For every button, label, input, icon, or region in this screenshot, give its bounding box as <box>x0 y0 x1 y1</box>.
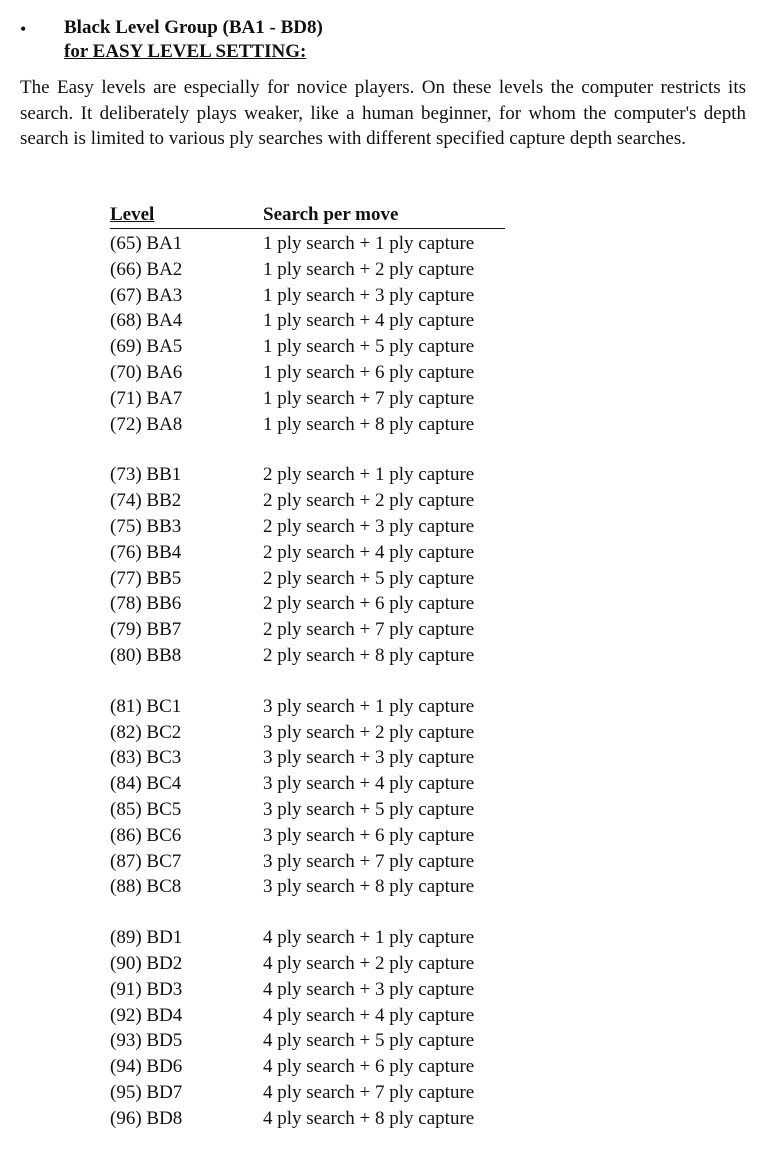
bullet-icon: • <box>20 19 27 39</box>
search-cell: 2 ply search + 7 ply capture <box>263 619 475 641</box>
table-row <box>110 591 505 617</box>
search-cell: 2 ply search + 6 ply capture <box>263 593 475 615</box>
search-cell: 2 ply search + 8 ply capture <box>263 644 475 666</box>
level-cell: (72) BA8 <box>110 413 183 435</box>
level-cell: (79) BB7 <box>110 619 182 641</box>
level-group <box>110 925 505 1131</box>
level-table <box>110 204 505 1132</box>
search-cell: 4 ply search + 7 ply capture <box>263 1081 475 1103</box>
level-cell: (94) BD6 <box>110 1056 183 1078</box>
level-cell: (90) BD2 <box>110 952 183 974</box>
level-cell: (85) BC5 <box>110 798 182 820</box>
level-cell: (83) BC3 <box>110 747 182 769</box>
table-row <box>110 925 505 951</box>
table-row <box>110 231 505 257</box>
level-group <box>110 694 505 900</box>
level-group <box>110 231 505 437</box>
level-cell: (71) BA7 <box>110 387 183 409</box>
level-cell: (86) BC6 <box>110 824 182 846</box>
search-cell: 1 ply search + 6 ply capture <box>263 361 475 383</box>
table-row <box>110 745 505 771</box>
search-cell: 1 ply search + 8 ply capture <box>263 413 475 435</box>
level-cell: (67) BA3 <box>110 284 183 306</box>
search-cell: 3 ply search + 2 ply capture <box>263 721 475 743</box>
table-row <box>110 720 505 746</box>
table-row <box>110 1080 505 1106</box>
search-cell: 1 ply search + 5 ply capture <box>263 336 475 358</box>
level-cell: (78) BB6 <box>110 593 182 615</box>
search-cell: 4 ply search + 5 ply capture <box>263 1030 475 1052</box>
table-row <box>110 1054 505 1080</box>
table-row <box>110 617 505 643</box>
search-cell: 2 ply search + 2 ply capture <box>263 490 475 512</box>
table-row <box>110 643 505 669</box>
level-cell: (74) BB2 <box>110 490 182 512</box>
table-row <box>110 308 505 334</box>
table-row <box>110 514 505 540</box>
level-group <box>110 462 505 668</box>
level-cell: (95) BD7 <box>110 1081 183 1103</box>
table-row <box>110 951 505 977</box>
search-cell: 3 ply search + 1 ply capture <box>263 695 475 717</box>
level-cell: (92) BD4 <box>110 1004 183 1026</box>
search-cell: 1 ply search + 2 ply capture <box>263 258 475 280</box>
table-row <box>110 694 505 720</box>
level-cell: (75) BB3 <box>110 515 182 537</box>
search-cell: 3 ply search + 5 ply capture <box>263 798 475 820</box>
table-row <box>110 334 505 360</box>
table-row <box>110 849 505 875</box>
table-row <box>110 1028 505 1054</box>
search-cell: 4 ply search + 3 ply capture <box>263 978 475 1000</box>
level-cell: (82) BC2 <box>110 721 182 743</box>
table-row <box>110 977 505 1003</box>
table-row <box>110 540 505 566</box>
level-cell: (65) BA1 <box>110 233 183 254</box>
table-row <box>110 874 505 900</box>
table-row <box>110 360 505 386</box>
search-cell: 1 ply search + 4 ply capture <box>263 310 475 332</box>
table-row <box>110 1003 505 1029</box>
table-row <box>110 462 505 488</box>
heading-subtitle: for EASY LEVEL SETTING: <box>64 41 307 62</box>
search-cell: 1 ply search + 1 ply capture <box>263 233 475 254</box>
level-cell: (73) BB1 <box>110 464 182 486</box>
table-row <box>110 283 505 309</box>
search-cell: 3 ply search + 8 ply capture <box>263 876 475 898</box>
level-cell: (81) BC1 <box>110 695 182 717</box>
search-cell: 2 ply search + 1 ply capture <box>263 464 475 486</box>
heading-lines <box>64 16 424 64</box>
table-row <box>110 1106 505 1132</box>
search-cell: 3 ply search + 3 ply capture <box>263 747 475 769</box>
search-cell: 3 ply search + 4 ply capture <box>263 773 475 795</box>
level-cell: (93) BD5 <box>110 1030 183 1052</box>
search-cell: 3 ply search + 6 ply capture <box>263 824 475 846</box>
search-cell: 4 ply search + 2 ply capture <box>263 952 475 974</box>
search-cell: 1 ply search + 3 ply capture <box>263 284 475 306</box>
search-cell: 3 ply search + 7 ply capture <box>263 850 475 872</box>
level-cell: (68) BA4 <box>110 310 183 332</box>
level-cell: (88) BC8 <box>110 876 182 898</box>
level-cell: (89) BD1 <box>110 927 183 949</box>
level-cell: (70) BA6 <box>110 361 183 383</box>
search-cell: 2 ply search + 5 ply capture <box>263 567 475 589</box>
level-cell: (77) BB5 <box>110 567 182 589</box>
level-cell: (96) BD8 <box>110 1107 183 1129</box>
search-cell: 4 ply search + 6 ply capture <box>263 1056 475 1078</box>
table-row <box>110 566 505 592</box>
table-row <box>110 823 505 849</box>
level-cell: (66) BA2 <box>110 258 183 280</box>
header-search: Search per move <box>263 204 399 225</box>
table-header <box>110 204 505 229</box>
level-cell: (69) BA5 <box>110 336 183 358</box>
search-cell: 4 ply search + 8 ply capture <box>263 1107 475 1129</box>
search-cell: 4 ply search + 4 ply capture <box>263 1004 475 1026</box>
level-cell: (80) BB8 <box>110 644 182 666</box>
level-cell: (76) BB4 <box>110 541 182 563</box>
intro-paragraph: The Easy levels are especially for novice players. On these levels the computer restricts its search. It deliberately plays weaker, like a human beginner, for whom the computer's depth search is limited to various ply searches with different specified capture depth searches. <box>20 77 746 149</box>
table-row <box>110 771 505 797</box>
heading-title: Black Level Group (BA1 - BD8) <box>64 17 323 38</box>
table-row <box>110 257 505 283</box>
table-row <box>110 412 505 438</box>
table-row <box>110 386 505 412</box>
search-cell: 2 ply search + 3 ply capture <box>263 515 475 537</box>
search-cell: 2 ply search + 4 ply capture <box>263 541 475 563</box>
table-body <box>110 231 505 1132</box>
table-row <box>110 488 505 514</box>
search-cell: 1 ply search + 7 ply capture <box>263 387 475 409</box>
header-level: Level <box>110 204 155 225</box>
level-cell: (91) BD3 <box>110 978 183 1000</box>
level-cell: (84) BC4 <box>110 773 182 795</box>
table-row <box>110 797 505 823</box>
level-cell: (87) BC7 <box>110 850 182 872</box>
search-cell: 4 ply search + 1 ply capture <box>263 927 475 949</box>
